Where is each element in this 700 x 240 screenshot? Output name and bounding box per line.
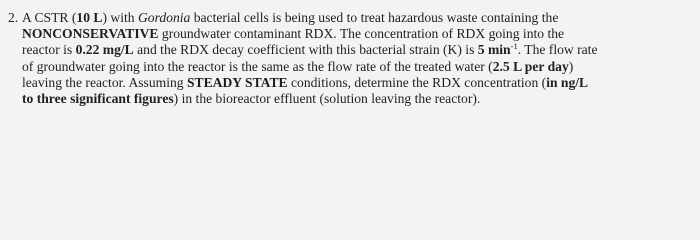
bold-text: 0.22 mg/L	[75, 42, 134, 58]
bold-text: to three significant figures	[22, 91, 174, 107]
text-segment: . The flow rate	[517, 42, 598, 58]
bold-text: NONCONSERVATIVE	[22, 26, 159, 42]
question-line	[22, 10, 698, 26]
question-line	[22, 75, 698, 91]
question-line	[22, 91, 698, 107]
text-segment: leaving the reactor. Assuming	[22, 74, 187, 90]
text-segment: bacterial cells is being used to treat hazardous waste containing the	[190, 10, 559, 25]
text-segment: )	[568, 58, 574, 74]
question-text	[22, 10, 698, 107]
italic-text: Gordonia	[137, 10, 191, 25]
bold-text: 5 min	[477, 42, 511, 58]
question-number: 2.	[8, 10, 19, 25]
text-segment: of groundwater going into the reactor is the same as the flow rate of the treated water (	[22, 58, 493, 74]
text-segment: ) in the bioreactor effluent (solution leaving the reactor).	[173, 91, 481, 107]
text-segment: ) with	[102, 10, 138, 25]
question-line	[22, 26, 698, 42]
superscript-text: -1	[510, 41, 518, 52]
bold-text: STEADY STATE	[186, 74, 288, 90]
bold-text: in ng/L	[546, 74, 589, 90]
text-segment: groundwater contaminant RDX. The concentration of RDX going into the	[158, 26, 565, 42]
question-line	[22, 59, 698, 75]
bold-text: 2.5 L per day	[492, 58, 569, 74]
text-segment: and the RDX decay coefficient with this bacterial strain (K) is	[133, 42, 478, 58]
bold-text: 10 L	[76, 10, 103, 25]
text-segment: reactor is	[22, 42, 76, 58]
question-line	[22, 42, 698, 58]
text-segment: A CSTR (	[22, 10, 77, 25]
text-segment: conditions, determine the RDX concentration (	[287, 74, 547, 90]
